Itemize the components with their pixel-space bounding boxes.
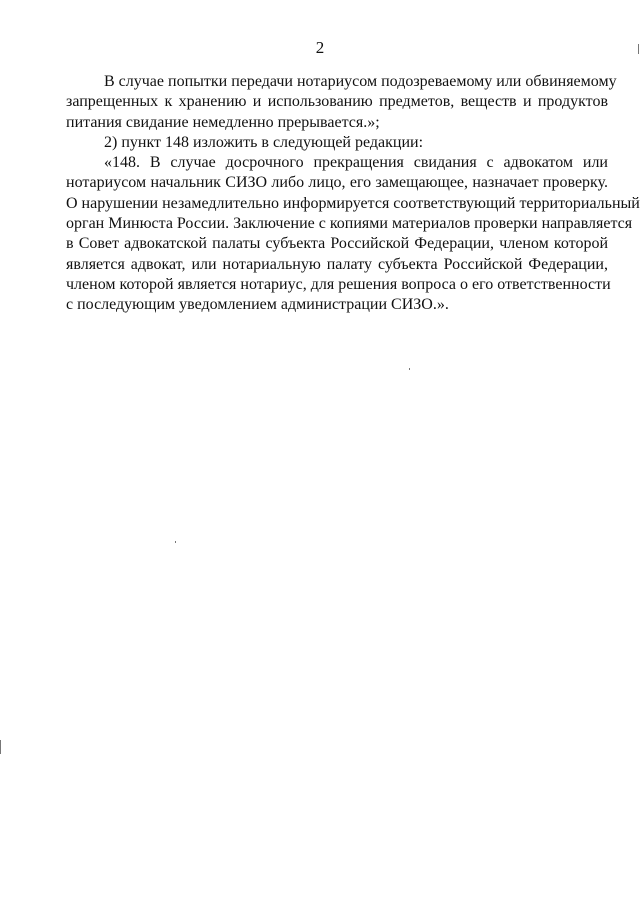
paragraph-item-2: [66, 133, 608, 153]
text-line: В случае попытки передачи нотариусом подозреваемому или обвиняемому: [104, 73, 617, 90]
document-body: [66, 72, 640, 316]
text-line: питания свидание немедленно прерывается.»;: [66, 113, 380, 131]
scan-edge-mark: [638, 44, 639, 54]
text-line: в Совет адвокатской палаты субъекта Российской Федерации, членом которой: [66, 235, 608, 253]
paragraph-notary-violation: [66, 72, 617, 133]
page-number: 2: [315, 38, 325, 57]
text-line: «148. В случае досрочного прекращения свидания с адвокатом или: [104, 154, 608, 172]
text-line: 2) пункт 148 изложить в следующей редакции:: [104, 133, 424, 151]
text-line: с последующим уведомлением администрации СИЗО.».: [66, 296, 449, 314]
text-line: членом которой является нотариус, для решения вопроса о его ответственности: [66, 275, 611, 293]
text-line: нотариусом начальник СИЗО либо лицо, его замещающее, назначает проверку.: [66, 174, 608, 192]
scan-speck: [175, 541, 176, 543]
text-line: орган Минюста России. Заключение с копиями материалов проверки направляется: [66, 215, 633, 233]
paragraph-item-148: [66, 153, 640, 315]
text-line: запрещенных к хранению и использованию предметов, веществ и продуктов: [66, 93, 608, 111]
text-line: О нарушении незамедлительно информируется соответствующий территориальный: [66, 194, 640, 212]
text-line: является адвокат, или нотариальную палату субъекта Российской Федерации,: [66, 255, 608, 273]
scan-speck: [409, 368, 410, 370]
scan-edge-mark: [0, 740, 1, 754]
